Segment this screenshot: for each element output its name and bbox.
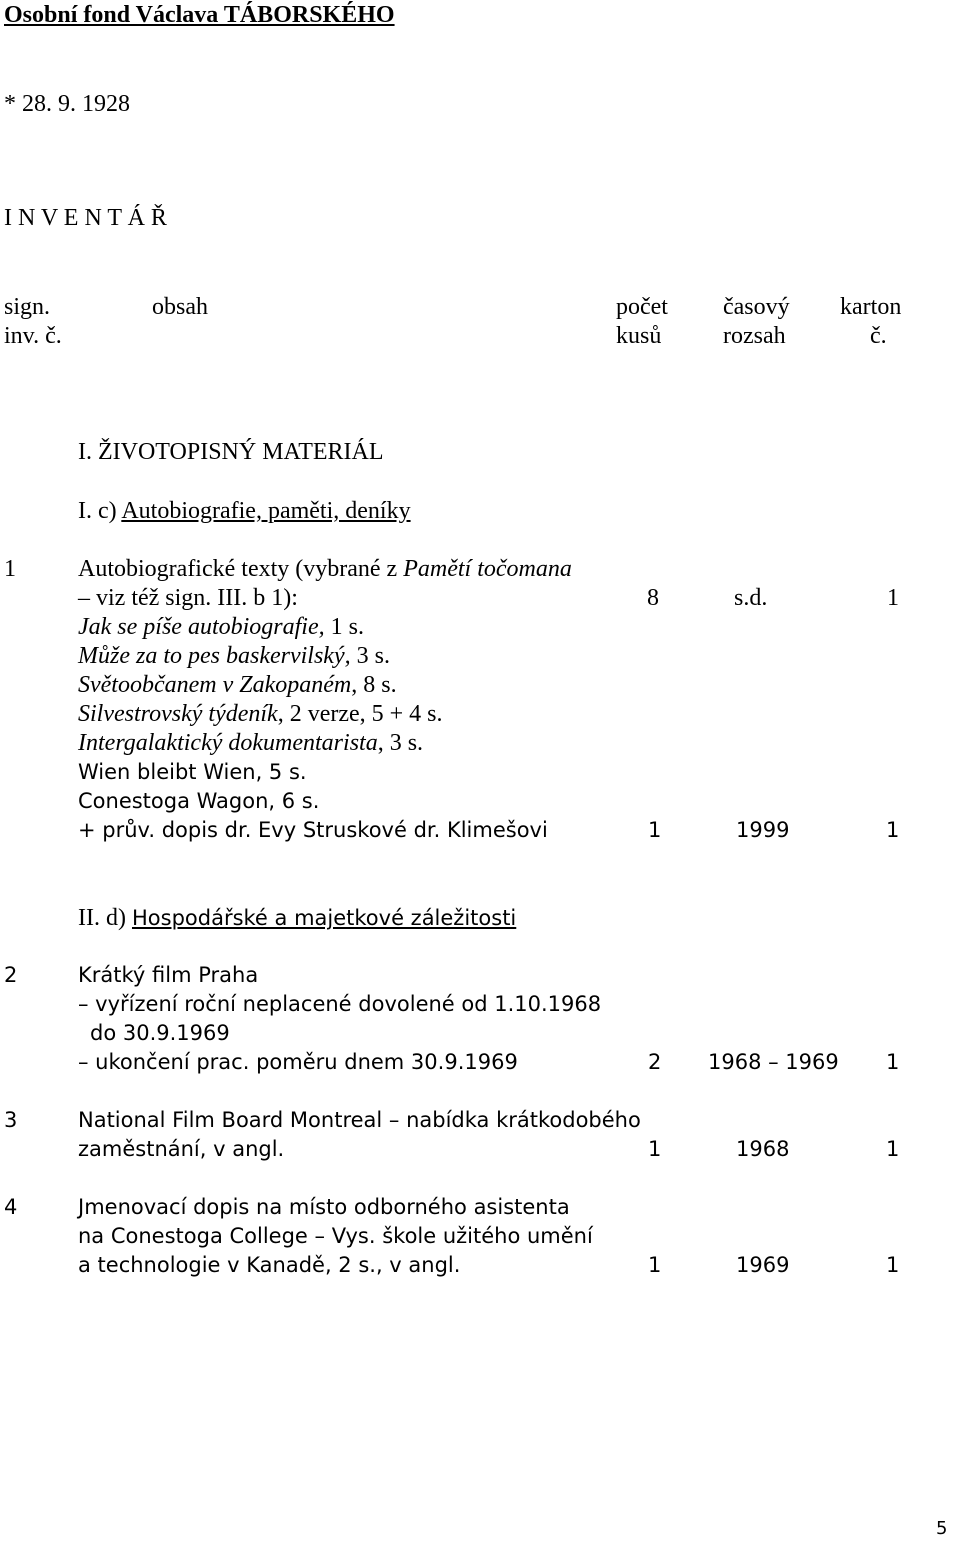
item-number: 3 [4,1108,18,1132]
page-number: 5 [936,1518,948,1539]
column-header-sign: sign. [4,294,51,320]
column-header-box: karton [840,294,902,320]
column-header-inv: inv. č. [4,323,62,349]
item-line: – viz též sign. III. b 1): [78,585,298,611]
column-header-range: rozsah [723,323,786,349]
entry-title: Intergalaktický dokumentarista [78,730,378,756]
item-count: 8 [647,585,659,611]
subsection-heading [78,906,516,930]
item-line: – ukončení prac. poměru dnem 30.9.1969 [78,1050,518,1074]
entry-line [78,615,364,639]
item-count: 2 [648,1050,662,1074]
entry-pages: 1 s. [324,614,364,640]
column-header-count: počet [616,294,668,320]
item-line: na Conestoga College – Vys. škole užitého umění [78,1224,593,1248]
item-line [78,557,572,581]
item-time-range: s.d. [734,585,768,611]
subsection-prefix: I. c) [78,498,122,524]
entry-title: Světoobčanem v Zakopaném [78,672,352,698]
entry-line: Wien bleibt Wien, 5 s. [78,760,307,784]
subsection-title: Autobiografie, paměti, deníky [121,498,411,524]
item-time-range: 1968 – 1969 [708,1050,839,1074]
item-line: a technologie v Kanadě, 2 s., v angl. [78,1253,461,1277]
item-time-range: 1999 [736,818,790,842]
subsection-heading [78,499,411,523]
entry-line [78,731,423,755]
item-title: Pamětí točomana [403,556,572,582]
entry-title: Silvestrovský týdeník [78,701,278,727]
subsection-title: Hospodářské a majetkové záležitosti [131,906,517,930]
column-header-count-unit: kusů [616,323,662,349]
column-header-box-number: č. [870,323,887,349]
entry-line [78,673,397,697]
item-box: 1 [886,1253,900,1277]
item-line: Jmenovací dopis na místo odborného asistenta [78,1195,570,1219]
item-count: 1 [648,818,662,842]
item-time-range: 1969 [736,1253,790,1277]
column-header-time: časový [723,294,790,320]
item-line: Krátký film Praha [78,963,259,987]
entry-title: Může za to pes baskervilský, [78,643,351,669]
item-box: 1 [886,1137,900,1161]
item-line: – vyřízení roční neplacené dovolené od 1.10.1968 [78,992,602,1016]
item-number: 2 [4,963,18,987]
item-text: Autobiografické texty (vybrané z [78,556,404,582]
item-box: 1 [887,585,899,611]
item-time-range: 1968 [736,1137,790,1161]
item-number: 4 [4,1195,18,1219]
entry-pages: , 8 s. [351,672,397,698]
column-header-content: obsah [152,294,208,320]
item-count: 1 [648,1137,662,1161]
subsection-prefix: II. d) [78,905,132,931]
entry-line: + prův. dopis dr. Evy Struskové dr. Klimešovi [78,818,548,842]
entry-line: Conestoga Wagon, 6 s. [78,789,320,813]
entry-pages: 3 s. [350,643,390,669]
item-box: 1 [886,818,900,842]
inventory-heading: I N V E N T Á Ř [4,205,167,231]
item-box: 1 [886,1050,900,1074]
birth-date: * 28. 9. 1928 [4,91,130,117]
section-heading: I. ŽIVOTOPISNÝ MATERIÁL [78,439,384,465]
entry-pages: , 3 s. [377,730,424,756]
entry-pages: , 2 verze, 5 + 4 s. [277,701,443,727]
item-line: National Film Board Montreal – nabídka krátkodobého [78,1108,641,1132]
entry-title: Jak se píše autobiografie, [78,614,325,640]
document-title: Osobní fond Václava TÁBORSKÉHO [4,2,395,28]
item-line: do 30.9.1969 [90,1021,230,1045]
item-line: zaměstnání, v angl. [78,1137,285,1161]
entry-line [78,644,390,668]
item-count: 1 [648,1253,662,1277]
entry-line [78,702,443,726]
item-number: 1 [4,556,16,582]
